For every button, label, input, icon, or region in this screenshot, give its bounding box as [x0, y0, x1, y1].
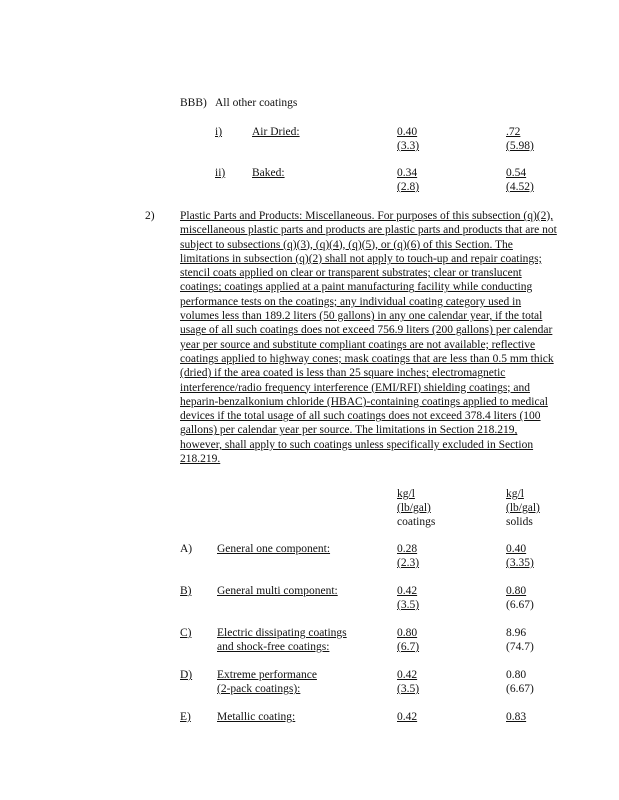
coating-c-v1b: (6.7)	[397, 641, 420, 653]
coating-b-v1b: (3.5)	[397, 599, 420, 611]
coating-b-v2b: (6.67)	[506, 599, 534, 611]
coating-c-v1: 0.80	[397, 627, 418, 639]
coating-c-v2b: (74.7)	[506, 641, 534, 653]
coating-e-name: Metallic coating:	[217, 711, 296, 723]
header-col2-line2: (lb/gal)	[506, 502, 540, 514]
coating-a-v1: 0.28	[397, 543, 418, 555]
header-col2-line1: kg/l	[506, 488, 524, 500]
coating-c-label: C)	[180, 627, 192, 639]
header-col2-line3: solids	[506, 516, 533, 528]
section-2-label: 2)	[145, 210, 155, 222]
coating-d-v2: 0.80	[506, 669, 527, 681]
bbb-row1-v2b: (5.98)	[506, 140, 534, 152]
coating-d-v1b: (3.5)	[397, 683, 420, 695]
coating-d-v1: 0.42	[397, 669, 418, 681]
coating-d-name1: Extreme performance	[217, 669, 317, 681]
header-col1-line2: (lb/gal)	[397, 502, 431, 514]
coating-d-label: D)	[180, 669, 193, 681]
bbb-row1-name: Air Dried:	[252, 126, 300, 138]
coating-d-v2b: (6.67)	[506, 683, 534, 695]
header-col1-line3: coatings	[397, 516, 436, 528]
coating-a-name: General one component:	[217, 543, 331, 555]
bbb-row1-v1b: (3.3)	[397, 140, 420, 152]
coating-a-label: A)	[180, 543, 193, 555]
coating-a-v1b: (2.3)	[397, 557, 420, 569]
coating-a-v2b: (3.35)	[506, 557, 534, 569]
coating-e-v1: 0.42	[397, 711, 418, 723]
bbb-row1-v2: .72	[506, 126, 521, 138]
coating-b-v1: 0.42	[397, 585, 418, 597]
coating-e-v2: 0.83	[506, 711, 527, 723]
coating-b-label: B)	[180, 585, 192, 597]
bbb-row2-num: ii)	[215, 167, 226, 179]
coating-c-name2: and shock-free coatings:	[217, 641, 330, 653]
coating-b-name: General multi component:	[217, 585, 338, 597]
bbb-label: BBB)	[180, 97, 207, 109]
section-2-text: Plastic Parts and Products: Miscellaneous. For purposes of this subsection (q)(2), miscellaneous plastic parts and products are plastic parts and products that are not subject to subsections (q)(3), (q)(4), (q)(5), or (q)(6) of this Section. The limitations in subsection (q)(2) shall not apply to touch-up and repair coatings; stencil coats applied on clear or transparent substrates; clear or translucent coatings; coatings applied at a paint manufacturing facility while conducting performance tests on the coatings; any individual coating category used in volumes less than 189.2 liters (50 gallons) in any one calendar year, if the total usage of all such coatings does not exceed 756.9 liters (200 gallons) per calendar year per source and substitute compliant coatings are not available; reflective coatings applied to highway cones; mask coatings that are less than 0.5 mm thick (dried) if the area coated is less than 25 square inches; electromagnetic interference/radio frequency interference (EMI/RFI) shielding coatings; and heparin-benzalkonium chloride (HBAC)-containing coatings applied to medical devices if the total usage of all such coatings does not exceed 378.4 liters (100 gallons) per calendar year per source. The limitations in Section 218.219, however, shall apply to such coatings unless specifically excluded in Section 218.219.	[180, 210, 557, 466]
bbb-row2-name: Baked:	[252, 167, 285, 179]
header-col1-line1: kg/l	[397, 488, 415, 500]
bbb-row2-v2b: (4.52)	[506, 181, 534, 193]
coating-e-label: E)	[180, 711, 191, 723]
bbb-row2-v1: 0.34	[397, 167, 418, 179]
bbb-row1-num: i)	[215, 126, 223, 138]
bbb-title: All other coatings	[215, 97, 298, 109]
coating-d-name2: (2-pack coatings):	[217, 683, 301, 695]
bbb-row2-v1b: (2.8)	[397, 181, 420, 193]
coating-c-v2: 8.96	[506, 627, 527, 639]
coating-a-v2: 0.40	[506, 543, 527, 555]
coating-b-v2: 0.80	[506, 585, 527, 597]
coating-c-name1: Electric dissipating coatings	[217, 627, 347, 639]
bbb-row2-v2: 0.54	[506, 167, 527, 179]
bbb-row1-v1: 0.40	[397, 126, 418, 138]
